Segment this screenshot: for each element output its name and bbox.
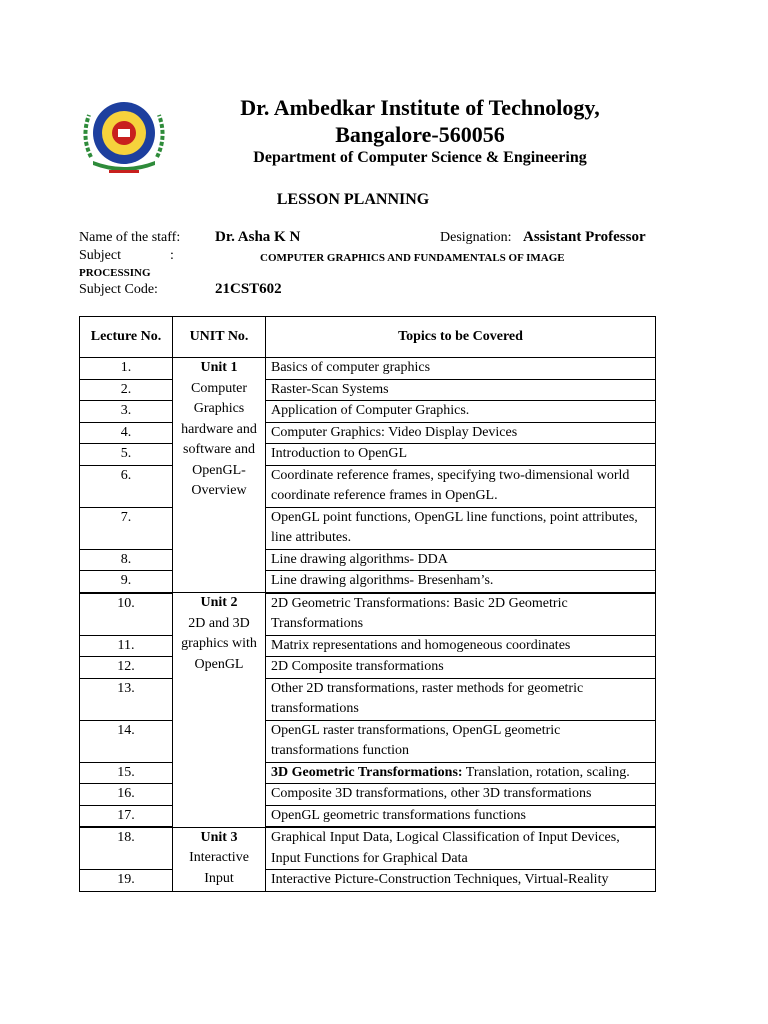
topic-cell: Basics of computer graphics	[266, 358, 656, 380]
table-header-row	[80, 317, 656, 358]
topic-cell: Application of Computer Graphics.	[266, 401, 656, 423]
lecture-number: 12.	[80, 657, 173, 679]
topic-cell: Coordinate reference frames, specifying two-dimensional world coordinate reference frames in OpenGL.	[266, 465, 656, 507]
table-row	[80, 593, 656, 636]
lecture-number: 11.	[80, 635, 173, 657]
table-row	[80, 635, 656, 657]
department-name: Department of Computer Science & Engineering	[253, 149, 587, 166]
lecture-number: 18.	[80, 827, 173, 870]
logo-caption-bar	[109, 170, 139, 173]
lecture-number: 14.	[80, 720, 173, 762]
unit-title: Unit 3	[200, 829, 238, 845]
topic-cell: OpenGL point functions, OpenGL line functions, point attributes, line attributes.	[266, 507, 656, 549]
table-row	[80, 571, 656, 593]
lesson-plan-table	[79, 316, 656, 892]
topic-cell: Line drawing algorithms- DDA	[266, 549, 656, 571]
unit-cell-2	[173, 593, 266, 828]
topic-cell: Other 2D transformations, raster methods for geometric transformations	[266, 678, 656, 720]
topic-cell: Matrix representations and homogeneous coordinates	[266, 635, 656, 657]
table-row	[80, 678, 656, 720]
table-row	[80, 465, 656, 507]
topic-cell: Graphical Input Data, Logical Classification of Input Devices, Input Functions for Graphical Data	[266, 827, 656, 870]
header-unit-no: UNIT No.	[173, 317, 266, 358]
lecture-number: 15.	[80, 762, 173, 784]
lecture-number: 2.	[80, 379, 173, 401]
lecture-number: 1.	[80, 358, 173, 380]
document-title: LESSON PLANNING	[276, 191, 430, 208]
designation-value: Assistant Professor	[523, 229, 646, 245]
table-row	[80, 762, 656, 784]
lecture-number: 5.	[80, 444, 173, 466]
table-row	[80, 720, 656, 762]
table-row	[80, 507, 656, 549]
subject-code-label: Subject Code:	[79, 282, 158, 297]
topic-cell: Raster-Scan Systems	[266, 379, 656, 401]
lecture-number: 7.	[80, 507, 173, 549]
topic-cell	[266, 762, 656, 784]
topic-cell: OpenGL raster transformations, OpenGL geometric transformations function	[266, 720, 656, 762]
lecture-number: 16.	[80, 784, 173, 806]
header-topics: Topics to be Covered	[266, 317, 656, 358]
topic-text: Translation, rotation, scaling.	[462, 764, 630, 780]
institute-name-line2: Bangalore-560056	[335, 122, 505, 147]
subject-code-value: 21CST602	[215, 281, 282, 297]
topic-cell: OpenGL geometric transformations functions	[266, 805, 656, 827]
unit-description: Computer Graphics hardware and software and OpenGL-Overview	[181, 380, 257, 498]
topic-cell: 2D Composite transformations	[266, 657, 656, 679]
table-row	[80, 549, 656, 571]
unit-cell-1	[173, 358, 266, 593]
designation-label: Designation:	[440, 230, 512, 245]
lecture-number: 3.	[80, 401, 173, 423]
topic-cell: Computer Graphics: Video Display Devices	[266, 422, 656, 444]
staff-name-value: Dr. Asha K N	[215, 229, 301, 245]
table-row	[80, 379, 656, 401]
subject-value-line1: COMPUTER GRAPHICS AND FUNDAMENTALS OF IMAGE	[260, 252, 565, 264]
topic-cell: Composite 3D transformations, other 3D transformations	[266, 784, 656, 806]
institute-name-line1: Dr. Ambedkar Institute of Technology,	[240, 95, 600, 120]
subject-colon: :	[170, 248, 174, 263]
table-row	[80, 784, 656, 806]
lecture-number: 4.	[80, 422, 173, 444]
table-row	[80, 401, 656, 423]
unit-title: Unit 2	[200, 595, 238, 610]
lecture-number: 8.	[80, 549, 173, 571]
subject-value-line2: PROCESSING	[79, 267, 151, 279]
topic-cell: Interactive Picture-Construction Techniques, Virtual-Reality	[266, 870, 656, 892]
unit-description: Interactive Input	[189, 850, 249, 886]
topic-cell: 2D Geometric Transformations: Basic 2D Geometric Transformations	[266, 593, 656, 636]
table-row	[80, 657, 656, 679]
table-row	[80, 444, 656, 466]
header-lecture-no: Lecture No.	[80, 317, 173, 358]
topic-cell: Line drawing algorithms- Bresenham’s.	[266, 571, 656, 593]
topic-bold-prefix: 3D Geometric Transformations:	[271, 764, 463, 780]
lecture-number: 19.	[80, 870, 173, 892]
lecture-number: 13.	[80, 678, 173, 720]
lecture-number: 6.	[80, 465, 173, 507]
table-row	[80, 827, 656, 870]
unit-cell-3	[173, 827, 266, 891]
table-row	[80, 805, 656, 827]
staff-name-label: Name of the staff:	[79, 230, 181, 245]
lecture-number: 10.	[80, 593, 173, 636]
lecture-number: 9.	[80, 571, 173, 593]
table-row	[80, 358, 656, 380]
unit-title: Unit 1	[200, 360, 238, 375]
lecture-number: 17.	[80, 805, 173, 827]
subject-label: Subject	[79, 248, 121, 263]
topic-cell: Introduction to OpenGL	[266, 444, 656, 466]
table-row	[80, 870, 656, 892]
table-row	[80, 422, 656, 444]
unit-description: 2D and 3D graphics with OpenGL	[181, 615, 257, 672]
